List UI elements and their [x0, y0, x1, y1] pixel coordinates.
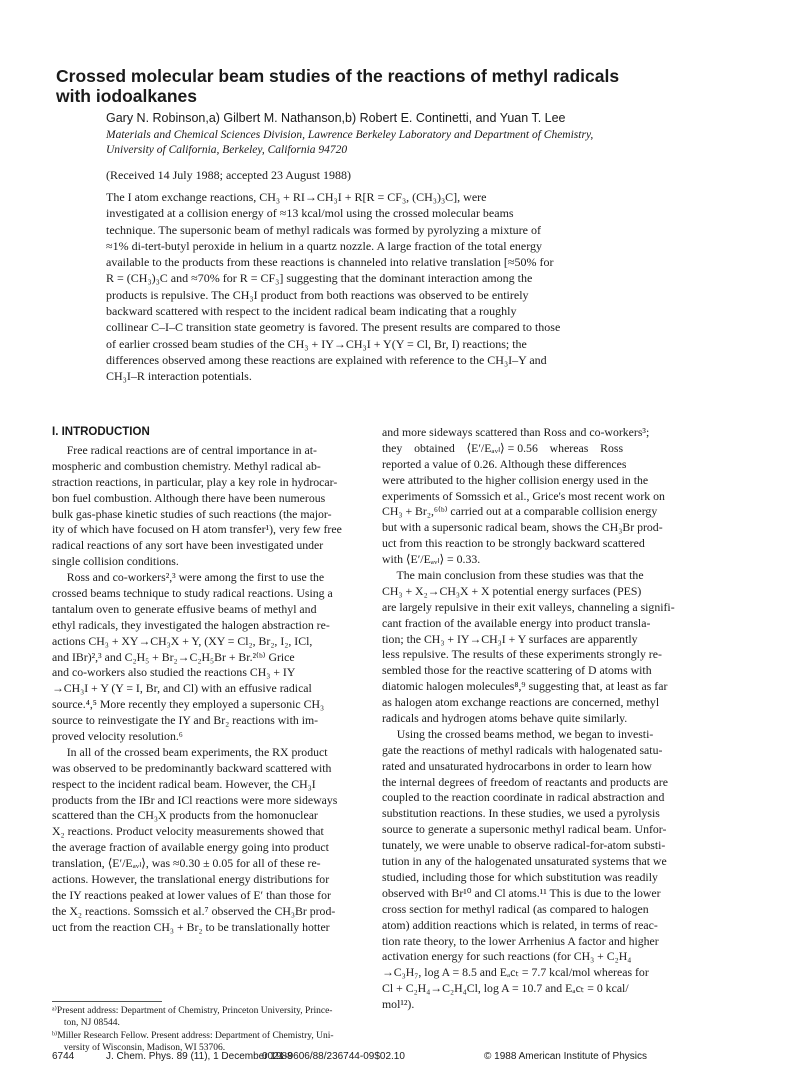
text-line: CH₃ + X₂→CH₃X + X potential energy surfaces (PES): [382, 583, 642, 598]
text-line: studied, including those for which substitution was readily: [382, 869, 658, 884]
abstract-line: products is repulsive. The CH₃I product from both reactions was observed to be entirely: [106, 287, 529, 302]
text-line: actions CH₃ + XY→CH₃X + Y, (XY = Cl₂, Br₂, I₂, ICl,: [52, 633, 313, 648]
paragraph: [52, 745, 387, 936]
text-line: tion rate theory, to the lower Arrhenius A factor and higher: [382, 933, 659, 948]
text-line: sembled those for the reactive scattering of D atoms with: [382, 663, 652, 678]
text-line: mospheric and combustion chemistry. Methyl radical ab-: [52, 458, 321, 473]
affiliation-line: University of California, Berkeley, California 94720: [106, 144, 348, 156]
paragraph: [52, 570, 387, 745]
text-line: In all of the crossed beam experiments, the RX product: [52, 744, 328, 759]
text-line: observed with Br¹⁰ and Cl atoms.¹¹ This is due to the lower: [382, 885, 661, 900]
text-line: they obtained ⟨E′/Eₐᵥₗ⟩ = 0.56 whereas Ross: [382, 440, 624, 455]
text-line: bon fuel combustion. Although there have been numerous: [52, 490, 326, 505]
text-line: tion; the CH₃ + IY→CH₃I + Y surfaces are apparently: [382, 631, 638, 646]
abstract-line: R = (CH₃)₃C and ≈70% for R = CF₃] suggesting that the dominant interaction among the: [106, 271, 533, 286]
abstract-line: technique. The supersonic beam of methyl radicals was formed by pyrolyzing a mixture of: [106, 222, 541, 237]
text-line: the internal degrees of freedom of reactants and products are: [382, 774, 668, 789]
text-line: tunately, we were unable to observe radical-for-atom substi-: [382, 838, 666, 853]
paragraph: [382, 727, 717, 1013]
text-line: as halogen atom exchange reactions are concerned, methyl: [382, 695, 660, 710]
text-line: activation energy for such reactions (for CH₃ + C₂H₄: [382, 949, 632, 964]
text-line: the IY reactions peaked at lower values of E′ than those for: [52, 887, 331, 902]
text-line: substitution reactions. In these studies, we used a pyrolysis: [382, 806, 660, 821]
footnote: ᵇ⁾Miller Research Fellow. Present address: Department of Chemistry, Uni- versity of Wisconsin, Madison, WI 53706.: [52, 1031, 334, 1053]
author-list: Gary N. Robinson,a) Gilbert M. Nathanson,b) Robert E. Continetti, and Yuan T. Lee: [106, 111, 566, 125]
abstract-line: collinear C–I–C transition state geometry is favored. The present results are compared to those: [106, 320, 561, 335]
text-line: source.⁴,⁵ More recently they employed a supersonic CH₃: [52, 697, 325, 712]
text-line: X₂ reactions. Product velocity measurements showed that: [52, 824, 324, 839]
text-line: and IBr)²,³ and C₂H₅ + Br₂→C₂H₅Br + Br.²⁽ᵇ⁾ Grice: [52, 649, 295, 664]
text-line: source to reinvestigate the IY and Br₂ reactions with im-: [52, 713, 319, 728]
article-title-line: Crossed molecular beam studies of the reactions of methyl radicals: [56, 66, 620, 86]
copyright-notice: © 1988 American Institute of Physics: [484, 1051, 648, 1062]
text-line: respect to the incident radical beam. However, the CH₃I: [52, 776, 316, 791]
text-line: experiments of Somssich et al., Grice's most recent work on: [382, 488, 665, 503]
text-line: the average fraction of available energy going into product: [52, 840, 329, 855]
page-footer: [0, 1050, 787, 1064]
text-line: Free radical reactions are of central importance in at-: [52, 443, 317, 457]
text-line: actions. However, the translational energy distributions for: [52, 872, 330, 887]
abstract-line: CH₃I–R interaction potentials.: [106, 369, 252, 384]
text-line: ity of which have focused on H atom transfer¹), very few free: [52, 522, 342, 537]
journal-citation: J. Chem. Phys. 89 (11), 1 December 1988: [106, 1051, 293, 1062]
text-line: Ross and co-workers²,³ were among the first to use the: [52, 570, 325, 585]
text-line: mol¹²).: [382, 997, 415, 1012]
text-line: radical reactions of any sort have been investigated under: [52, 538, 324, 553]
text-line: source to generate a supersonic methyl radical beam. Unfor-: [382, 822, 667, 837]
abstract: [106, 189, 686, 385]
article-code: 0021-9606/88/236744-09$02.10: [262, 1051, 405, 1062]
abstract-line: available to the products from these reactions is channeled into relative translation [≈50% for: [106, 255, 554, 270]
footnote: ᵃ⁾Present address: Department of Chemistry, Princeton University, Prince- ton, NJ 08544.: [52, 1006, 333, 1028]
page-number: 6744: [52, 1051, 75, 1062]
text-line: products from the IBr and ICl reactions were more sideways: [52, 792, 338, 807]
paragraph: [382, 568, 717, 727]
text-line: and more sideways scattered than Ross and co-workers³;: [382, 425, 650, 439]
abstract-line: differences observed among these reactions are explained with reference to the CH₃I–Y and: [106, 352, 547, 367]
text-line: →C₃H₇, log A = 8.5 and Eₐcₜ = 7.7 kcal/mol whereas for: [382, 965, 649, 980]
abstract-line: ≈1% di-tert-butyl peroxide in helium in a quartz nozzle. A large fraction of the total energy: [106, 238, 543, 253]
text-line: rated and unsaturated hydrocarbons in order to learn how: [382, 758, 652, 773]
text-line: radicals and hydrogen atoms behave quite similarly.: [382, 711, 628, 726]
text-line: cant fraction of the available energy into product transla-: [382, 615, 651, 630]
text-line: with ⟨E′/Eₐᵥₗ⟩ = 0.33.: [382, 552, 481, 567]
affiliation-line: Materials and Chemical Sciences Division, Lawrence Berkeley Laboratory and Department of Chemistry,: [106, 129, 594, 141]
paragraph: [382, 425, 717, 568]
text-line: atom) addition reactions which is related, in terms of reac-: [382, 917, 658, 932]
text-line: single collision conditions.: [52, 554, 179, 569]
text-line: proved velocity resolution.⁶: [52, 729, 183, 744]
article-title-line: with iodoalkanes: [56, 86, 197, 106]
paragraph: [52, 443, 387, 570]
text-line: Cl + C₂H₄→C₂H₄Cl, log A = 10.7 and Eₐcₜ = 0 kcal/: [382, 981, 629, 996]
text-line: coupled to the reaction coordinate in radical abstraction and: [382, 790, 665, 805]
text-line: ethyl radicals, they investigated the halogen abstraction re-: [52, 617, 330, 632]
right-column: [382, 425, 717, 1013]
left-column: [52, 425, 387, 936]
text-line: translation, ⟨E′/Eₐᵥₗ⟩, was ≈0.30 ± 0.05 for all of these re-: [52, 856, 321, 871]
text-line: are largely repulsive in their exit valleys, channeling a signifi-: [382, 599, 675, 614]
abstract-line: investigated at a collision energy of ≈13 kcal/mol using the crossed molecular beams: [106, 206, 514, 221]
text-line: tution in any of the halogenated unsaturated systems that we: [382, 854, 667, 869]
text-line: →CH₃I + Y (Y = I, Br, and Cl) with an effusive radical: [52, 681, 312, 696]
text-line: was observed to be predominantly backward scattered with: [52, 760, 332, 775]
text-line: but with a supersonic radical beam, shows the CH₃Br prod-: [382, 520, 663, 535]
text-line: less repulsive. The results of these experiments strongly re-: [382, 647, 662, 662]
text-line: Using the crossed beams method, we began to investi-: [382, 726, 654, 741]
text-line: gate the reactions of methyl radicals with halogenated satu-: [382, 742, 663, 757]
text-line: reported a value of 0.26. Although these differences: [382, 456, 627, 471]
section-heading: I. INTRODUCTION: [52, 426, 150, 438]
text-line: cross section for methyl radical (as compared to halogen: [382, 901, 649, 916]
abstract-line: The I atom exchange reactions, CH₃ + RI→CH₃I + R[R = CF₃, (CH₃)₃C], were: [106, 190, 487, 204]
text-line: were attributed to the higher collision energy used in the: [382, 472, 649, 487]
text-line: straction reactions, in particular, play a key role in hydrocar-: [52, 474, 338, 489]
footnote-divider: [52, 1001, 162, 1002]
text-line: uct from the reaction CH₃ + Br₂ to be translationally hotter: [52, 919, 330, 934]
text-line: The main conclusion from these studies was that the: [382, 568, 644, 583]
text-line: tantalum oven to generate effusive beams of methyl and: [52, 601, 317, 616]
text-line: crossed beams technique to study radical reactions. Using a: [52, 586, 333, 601]
affiliation: [106, 128, 666, 158]
text-line: scattered than the CH₃X products from the homonuclear: [52, 808, 318, 823]
article-title: [56, 66, 736, 106]
abstract-line: backward scattered with respect to the incident radical beam indicating that a roughly: [106, 304, 517, 319]
text-line: diatomic halogen molecules⁸,⁹ suggesting that, at least as far: [382, 679, 668, 694]
text-line: uct from this reaction to be strongly backward scattered: [382, 536, 645, 551]
text-line: the X₂ reactions. Somssich et al.⁷ observed the CH₃Br prod-: [52, 903, 336, 918]
abstract-line: of earlier crossed beam studies of the CH₃ + IY→CH₃I + Y(Y = Cl, Br, I) reactions; the: [106, 336, 527, 351]
text-line: CH₃ + Br₂,⁶⁽ᵇ⁾ carried out at a comparable collision energy: [382, 504, 658, 519]
text-line: bulk gas-phase kinetic studies of such reactions (the major-: [52, 506, 332, 521]
text-line: and co-workers also studied the reactions CH₃ + IY: [52, 665, 296, 680]
footnotes: [52, 1005, 377, 1055]
received-dates: (Received 14 July 1988; accepted 23 August 1988): [106, 168, 351, 182]
